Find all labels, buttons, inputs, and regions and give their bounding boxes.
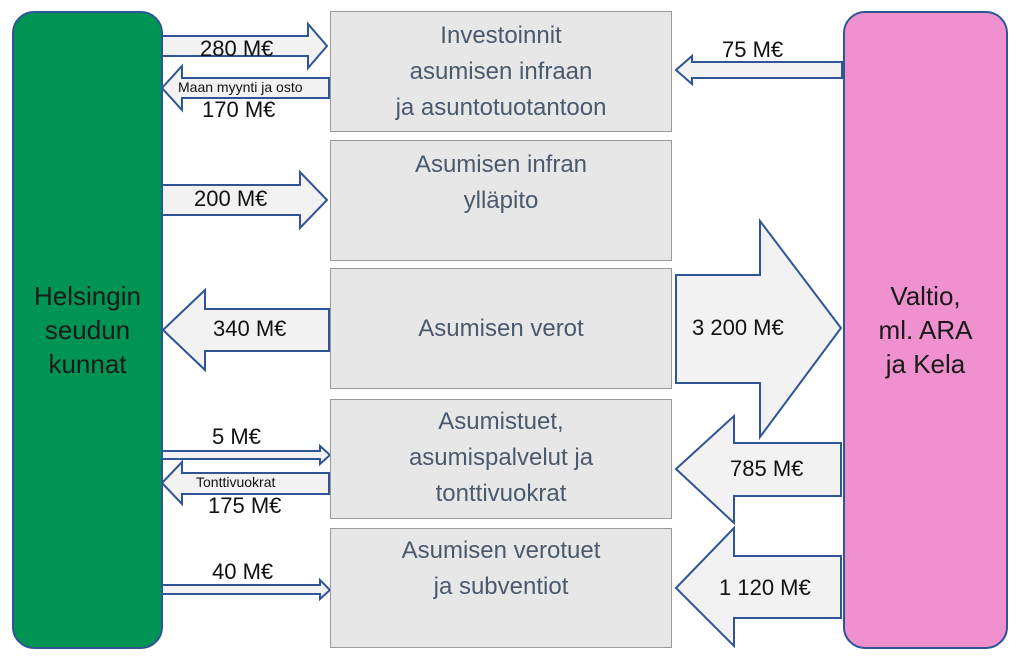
flow-inv-out-note: Maan myynti ja osto (178, 79, 303, 95)
flow-support-out-label: 175 M€ (208, 493, 282, 518)
box-housing-support-label: Asumistuet, asumispalvelut ja tonttivuokrat (408, 408, 594, 507)
flow-support-state-label: 785 M€ (730, 456, 804, 481)
flow-tax-munic-label: 340 M€ (213, 316, 287, 341)
box-housing-taxes-label: Asumisen verot (418, 315, 584, 342)
box-tax-reliefs (330, 528, 672, 648)
state-label: Valtio, ml. ARA ja Kela (878, 281, 973, 379)
flow-taxrelief-state-label: 1 120 M€ (719, 575, 811, 600)
flow-inv-state-label: 75 M€ (722, 37, 784, 62)
flow-tax-state-label: 3 200 M€ (692, 315, 784, 340)
box-housing-taxes (330, 268, 672, 389)
municipalities-label: Helsingin seudun kunnat (34, 281, 141, 379)
box-housing-support (330, 399, 672, 519)
flow-support-in-label: 5 M€ (212, 424, 261, 449)
flow-inv-in-label: 280 M€ (200, 36, 274, 61)
box-investments (330, 11, 672, 132)
flow-maint-in-label: 200 M€ (194, 186, 268, 211)
box-investments-label: Investoinnit asumisen infraan ja asuntotuotantoon (395, 22, 607, 121)
flow-support-out-note: Tonttivuokrat (196, 474, 276, 490)
box-infra-maintenance-label: Asumisen infran ylläpito (414, 151, 588, 214)
box-tax-reliefs-label: Asumisen verotuet ja subventiot (401, 537, 601, 600)
flow-taxrelief-in-label: 40 M€ (212, 559, 274, 584)
box-infra-maintenance (330, 140, 672, 261)
flow-inv-out-label: 170 M€ (202, 97, 276, 122)
